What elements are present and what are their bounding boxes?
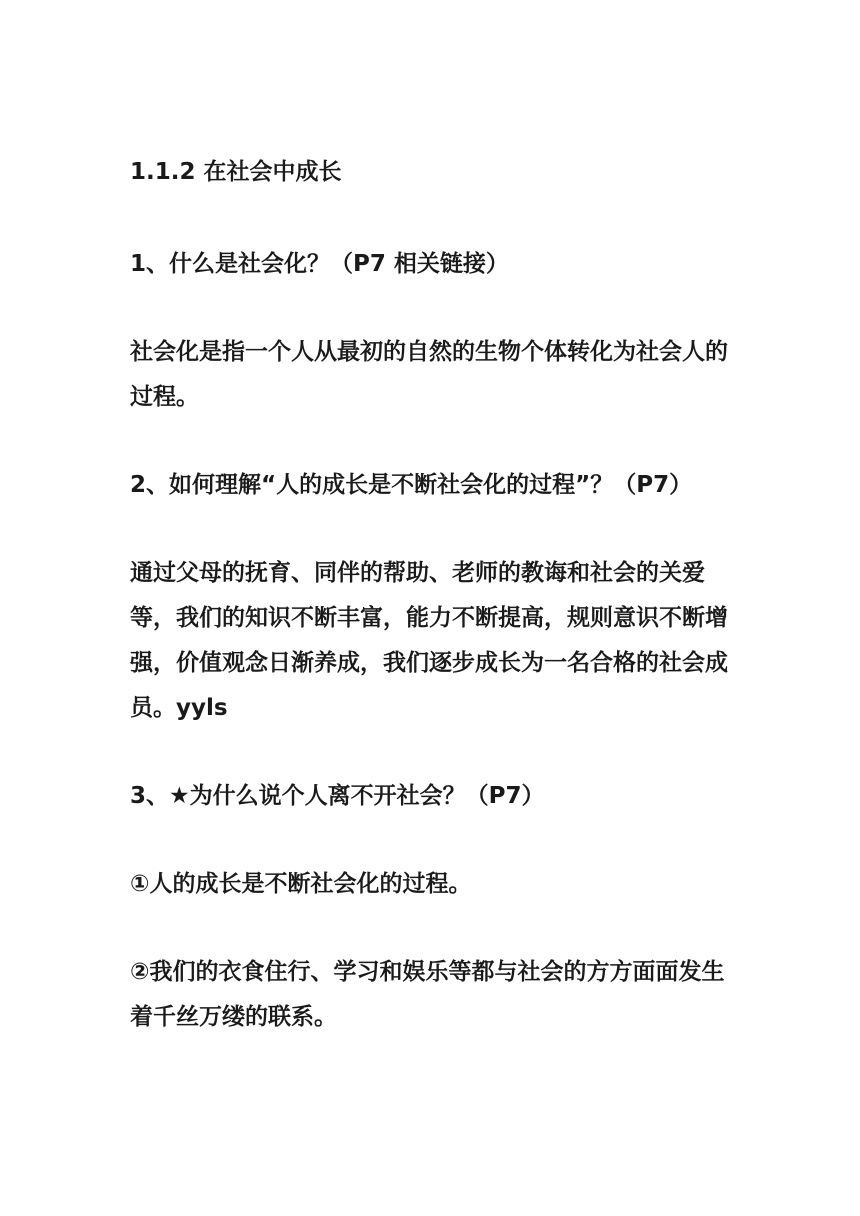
answer-3-point-2: ②我们的衣食住行、学习和娱乐等都与社会的方方面面发生着千丝万缕的联系。 bbox=[130, 959, 725, 1030]
question-2: 2、如何理解“人的成长是不断社会化的过程”？（P7） bbox=[130, 472, 693, 498]
section-title: 1.1.2 在社会中成长 bbox=[130, 159, 342, 185]
answer-3-point-1: ①人的成长是不断社会化的过程。 bbox=[130, 871, 472, 897]
answer-2: 通过父母的抚育、同伴的帮助、老师的教诲和社会的关爱等，我们的知识不断丰富，能力不断提高，规则意识不断增强，价值观念日渐养成，我们逐步成长为一名合格的社会成员。yyls bbox=[130, 560, 728, 721]
question-1: 1、什么是社会化？（P7 相关链接） bbox=[130, 251, 509, 277]
document-page bbox=[130, 150, 730, 1083]
answer-1: 社会化是指一个人从最初的自然的生物个体转化为社会人的过程。 bbox=[130, 339, 728, 410]
question-3: 3、★为什么说个人离不开社会？（P7） bbox=[130, 783, 545, 809]
